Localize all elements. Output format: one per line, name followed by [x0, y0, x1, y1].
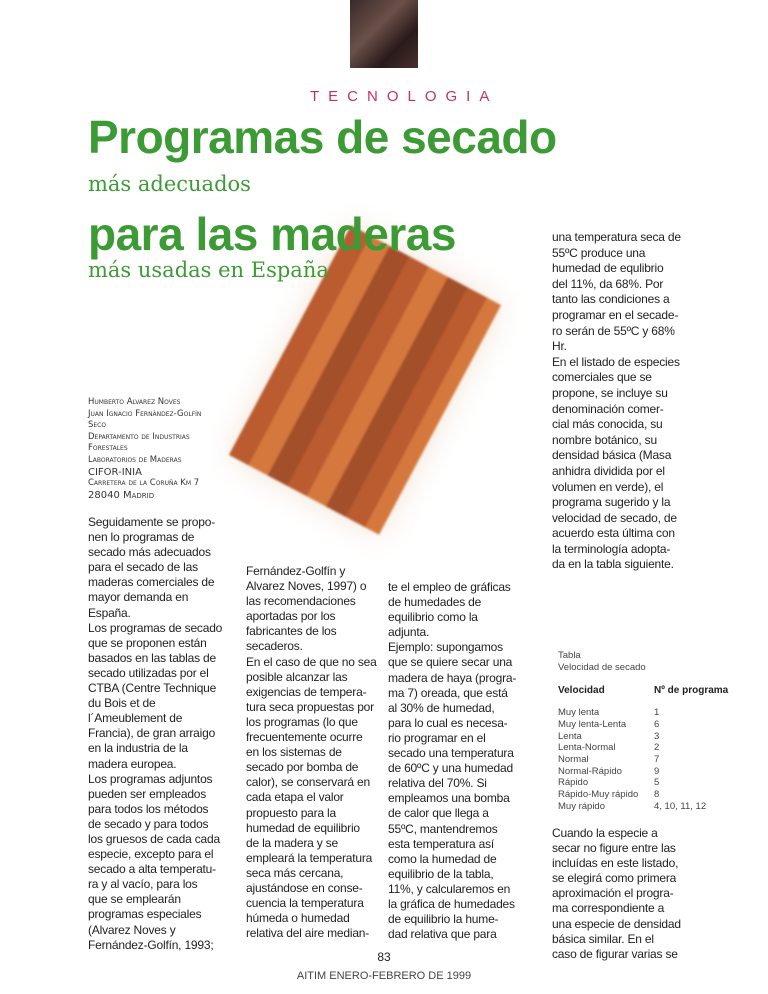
table-row [558, 801, 738, 813]
author-line: Seco [88, 420, 107, 431]
section-label: TECNOLOGIA [310, 88, 499, 105]
author-block [88, 397, 201, 501]
header-programa: Nº de programa [654, 685, 729, 697]
author-line: Juan Ignacio Fernández-Golfín [88, 408, 202, 419]
page-number: 83 [377, 950, 391, 964]
programa-cell: 2 [654, 742, 660, 754]
velocidad-cell: Muy lenta-Lenta [558, 718, 627, 730]
table-row [558, 754, 738, 766]
table-row [558, 731, 738, 743]
author-line: Humberto Alvarez Noves [88, 397, 181, 407]
table-row [558, 742, 738, 754]
subtitle-line-1: más adecuados [88, 172, 251, 196]
velocidad-cell: Muy lenta [558, 707, 600, 719]
author-line: Laboratorios de Maderas [88, 454, 182, 465]
author-line: Forestales [88, 443, 128, 454]
header-velocidad: Velocidad [558, 685, 605, 697]
column-4-top: una temperatura seca de 55ºC produce una humedad de equlibrio del 11%, da 68%. Por tanto las condiciones a programar en el secade- ro serán de 55ºC y 68% Hr. En el listado de especies comerciales que se propone, se incluye su denominación comer- cial más conocida, su nombre botánico, su densidad básica (Masa anhidra dividida por el volumen en verde), el programa sugerido y la velocidad de secado, de acuerdo esta última con la terminología adopta- da en la tabla siguiente. [552, 230, 681, 572]
velocidad-cell: Rápido-Muy rápido [558, 789, 639, 801]
programa-cell: 5 [654, 777, 660, 789]
column-2: Fernández-Golfín y Alvarez Noves, 1997) o las recomendaciones aportadas por los fabricantes de los secaderos. En el caso de que no sea posible alcanzar las exigencias de tempera- tura seca propuestas por los programas (lo que frecuentemente ocurre en los sistemas de secado por bomba de calor), se conservará en cada etapa el valor propuesto para la humedad de equilibrio de la madera y se empleará la temperatura seca más cercana, ajustándose en conse- cuencia la temperatura húmeda o humedad relativa del aire median- [246, 564, 377, 941]
programa-cell: 9 [654, 765, 660, 777]
velocidad-cell: Normal-Rápido [558, 765, 622, 777]
programa-cell: 7 [654, 753, 660, 765]
header-image [350, 0, 418, 68]
table-row [558, 719, 738, 731]
table-row [558, 766, 738, 778]
author-line: 28040 Madrid [88, 489, 155, 501]
programa-cell: 3 [654, 730, 660, 742]
velocidad-cell: Rápido [558, 777, 589, 789]
column-1: Seguidamente se propo- nen lo programas de secado más adecuados para el secado de las maderas comerciales de mayor demanda en España. Los programas de secado que se proponen están basados en las tablas de secado utilizadas por el CTBA (Centre Technique du Bois et de l´Ameublement de Francia), de gran arraigo en la industria de la madera europea. Los programas adjuntos pueden ser empleados para todos los métodos de secado y para todos los gruesos de cada cada especie, excepto para el secado a alta temperatu- ra y al vacío, para los que se emplearán programas especiales (Alvarez Noves y Fernández-Golfín, 1993; [88, 515, 223, 952]
column-4-bottom: Cuando la especie a secar no figure entre las incluídas en este listado, se elegirá como primera aproximación el progra- ma correspondiente a una especie de densidad básica similar. En el caso de figurar varias se [552, 826, 681, 961]
author-line: Carretera de la Coruña Km 7 [88, 478, 200, 489]
author-line: CIFOR-INIA [88, 466, 142, 478]
programa-cell: 8 [654, 789, 660, 801]
table-row [558, 789, 738, 801]
title-line-1: Programas de secado [88, 111, 557, 163]
programa-cell: 4, 10, 11, 12 [654, 800, 707, 812]
velocidad-cell: Muy rápido [558, 800, 605, 812]
programa-cell: 6 [654, 718, 660, 730]
title-line-2: para las maderas [88, 208, 456, 260]
table-caption: Velocidad de secado [558, 661, 646, 673]
velocidad-cell: Lenta-Normal [558, 742, 616, 754]
table-label: Tabla [558, 650, 581, 661]
footer-text: AITIM ENERO-FEBRERO DE 1999 [296, 970, 472, 982]
programa-cell: 1 [654, 707, 660, 719]
table-row [558, 777, 738, 789]
speed-table [558, 650, 738, 812]
subtitle-line-2: más usadas en España [88, 258, 329, 282]
column-3: te el empleo de gráficas de humedades de equilibrio como la adjunta. Ejemplo: supongamos que se quiere secar una madera de haya (progra- ma 7) oreada, que está al 30% de humedad, para lo cual es necesa- rio programar en el secado una temperatura de 60ºC y una humedad relativa del 70%. Si empleamos una bomba de calor que llega a 55ºC, mantendremos esta temperatura así como la humedad de equilibrio de la tabla, 11%, y calcularemos en la gráfica de humedades de equilibrio la hume- dad relativa que para [388, 580, 517, 942]
velocidad-cell: Lenta [558, 730, 582, 742]
velocidad-cell: Normal [558, 753, 589, 765]
author-line: Departamento de Industrias [88, 431, 190, 442]
table-row [558, 707, 738, 719]
